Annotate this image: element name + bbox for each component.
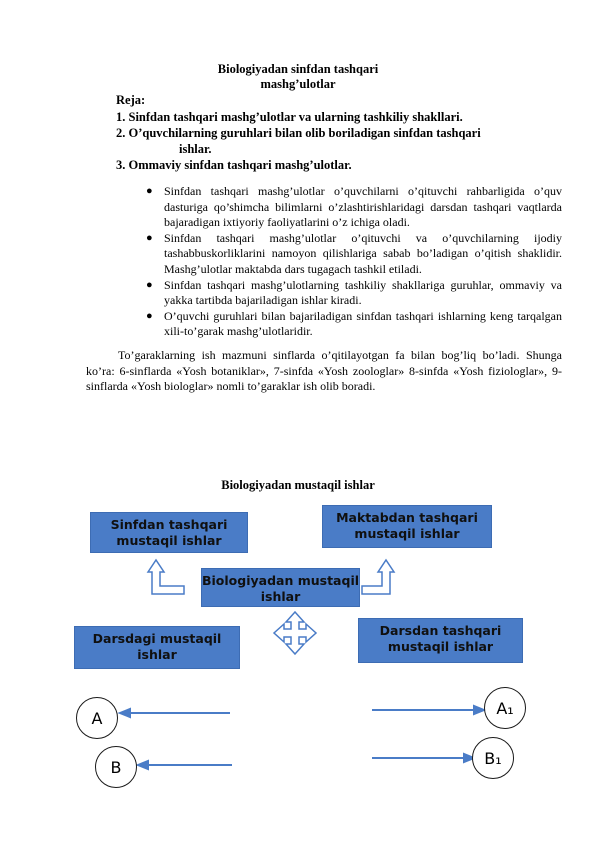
bent-arrow-left-icon [148, 560, 184, 594]
arrow-to-b [138, 761, 232, 769]
bullet-item: ● O’quvchi guruhlari bilan bajariladigan sinfdan tashqari ishlarning keng tarqalgan xili-to’garak mashg’ulotlaridir. [146, 308, 562, 339]
plan-item-1: 1. Sinfdan tashqari mashg’ulotlar va ularning tashkiliy shakllari. [116, 110, 463, 124]
circle-a: A [76, 697, 118, 739]
bullet-dot-icon: ● [146, 278, 153, 291]
box-after-class-independent-work: Darsdan tashqari mustaqil ishlar [358, 618, 523, 663]
bent-arrow-right-icon [362, 560, 394, 594]
bullet-item: ● Sinfdan tashqari mashg’ulotlarning tashkiliy shakllariga guruhlar, ommaviy va yakka tartibda bajariladigan ishlar kiradi. [146, 277, 562, 308]
bullet-dot-icon: ● [146, 309, 153, 322]
plan-item-2-cont: ishlar. [179, 142, 212, 156]
bullet-dot-icon: ● [146, 185, 153, 197]
circle-a1: A₁ [484, 687, 526, 729]
plan-item-3: 3. Ommaviy sinfdan tashqari mashg’ulotlar. [116, 158, 352, 172]
box-biology-independent-work-center: Biologiyadan mustaqil ishlar [201, 568, 360, 607]
four-way-arrow-icon [274, 612, 316, 654]
document-title-line1: Biologiyadan sinfdan tashqari [217, 62, 379, 76]
plan-item-2: 2. O’quvchilarning guruhlari bilan olib boriladigan sinfdan tashqari [116, 126, 481, 140]
bullet-item: ● Sinfdan tashqari mashg’ulotlar o’quvchilarni o’qituvchi rahbarligida o’quv dasturiga qo’shimcha bilimlarni o’zlashtirishlaridagi darsdan tashqari vaqtlarda bajaradigan ixtiyoriy faoliyatlarini o’z ichiga oladi. [146, 184, 562, 230]
box-in-class-independent-work: Darsdagi mustaqil ishlar [74, 626, 240, 669]
bullet-item: ● Sinfdan tashqari mashg’ulotlar o’qituvchi va o’quvchilarning ijodiy tashabbuskorliklarini namoyon qilishlariga sabab bo’ladigan o’qitish shaklidir. Mashg’ulotlar maktabda dars tugagach tashkil etiladi. [146, 230, 562, 276]
circle-b1: B₁ [472, 737, 514, 779]
plan-label: Reja: [116, 93, 146, 107]
circle-b: B [95, 746, 137, 788]
arrow-to-a1 [372, 706, 484, 714]
bullet-dot-icon: ● [146, 231, 153, 244]
body-paragraph: To’garaklarning ish mazmuni sinflarda o’qitilayotgan fa bilan bog’liq bo’ladi. Shunga ko’ra: 6-sinflarda «Yosh botaniklar», 7-sinfda «Yosh zoologlar» 8-sinfda «Yosh fiziologlar», 9-sinflarda «Yosh biologlar» nomli to’garaklar ish olib boradi. [86, 348, 562, 394]
arrow-to-b1 [372, 754, 474, 762]
box-out-of-school-independent-work: Maktabdan tashqari mustaqil ishlar [322, 505, 492, 548]
document-title-line2: mashg’ulotlar [260, 77, 336, 91]
box-extracurricular-independent-work: Sinfdan tashqari mustaqil ishlar [90, 512, 248, 553]
arrow-to-a [120, 709, 230, 717]
diagram-title: Biologiyadan mustaqil ishlar [221, 478, 375, 492]
